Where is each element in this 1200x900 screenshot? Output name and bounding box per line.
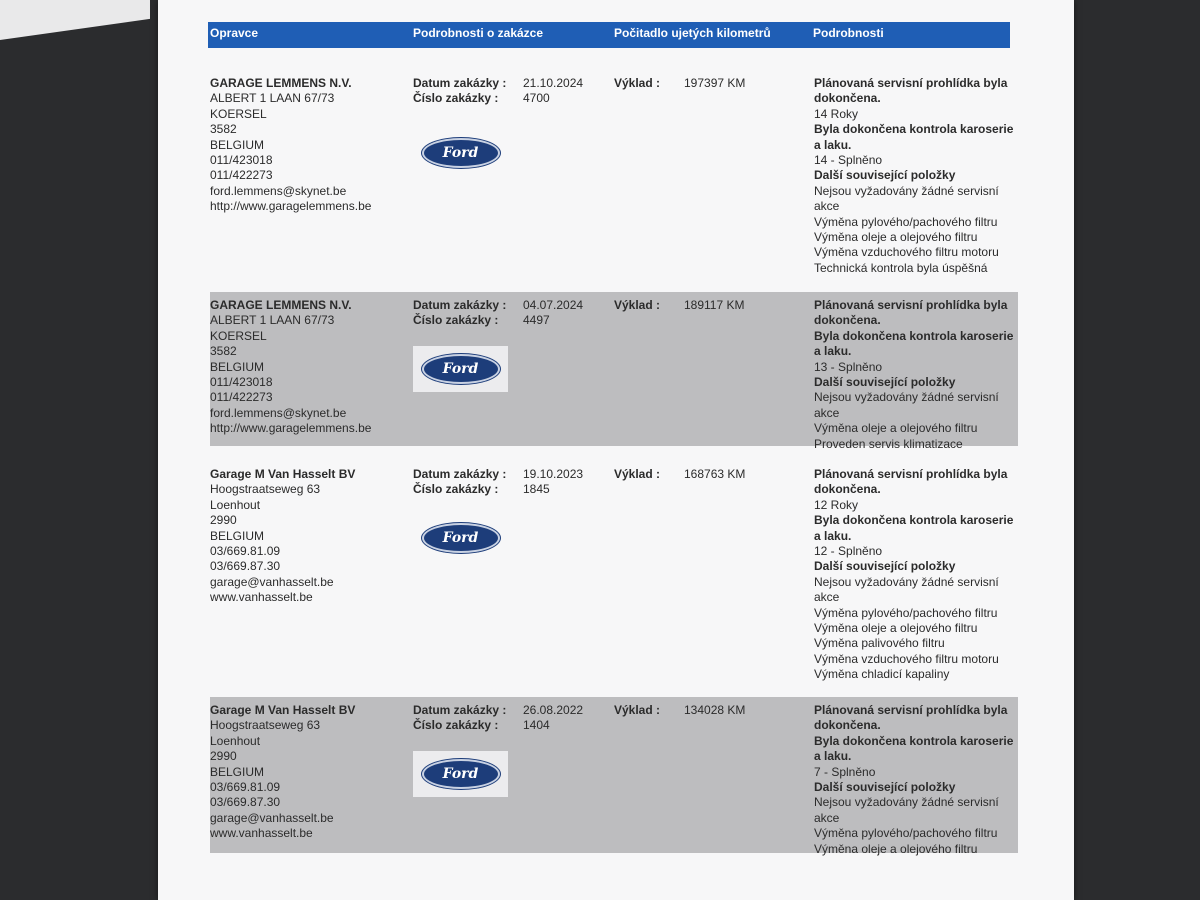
garage-detail-line: BELGIUM bbox=[210, 764, 265, 779]
ford-logo bbox=[413, 130, 508, 176]
garage-detail-line: Loenhout bbox=[210, 497, 261, 512]
detail-heading: Plánovaná servisní prohlídka byla dokončena. bbox=[814, 467, 1008, 497]
order-date-value: 21.10.2024 bbox=[523, 76, 584, 90]
detail-heading: Byla dokončena kontrola karoserie a laku. bbox=[814, 328, 1014, 359]
order-number-label: Číslo zakázky : bbox=[413, 91, 499, 106]
detail-line: Proveden servis klimatizace bbox=[814, 436, 963, 451]
garage-detail-line: 03/669.87.30 bbox=[210, 559, 281, 574]
repairer-info bbox=[210, 298, 405, 437]
ford-logo-oval: Ford bbox=[422, 523, 500, 553]
detail-heading: Další související položky bbox=[814, 780, 956, 795]
garage-detail-line: 011/423018 bbox=[210, 375, 273, 390]
detail-heading: Další související položky bbox=[814, 168, 956, 183]
garage-detail-line: 03/669.87.30 bbox=[210, 795, 281, 810]
order-number-value: 1845 bbox=[523, 482, 550, 497]
garage-detail-line: ALBERT 1 LAAN 67/73 bbox=[210, 313, 335, 328]
repairer-info bbox=[210, 76, 405, 215]
ford-logo-oval: Ford bbox=[422, 759, 500, 789]
garage-name: Garage M Van Hasselt BV bbox=[210, 703, 356, 717]
order-date-row bbox=[413, 467, 603, 482]
detail-heading: Další související položky bbox=[814, 559, 956, 574]
garage-detail-line: 011/422273 bbox=[210, 168, 273, 183]
garage-detail-line: 2990 bbox=[210, 749, 237, 764]
garage-detail-line: 3582 bbox=[210, 344, 237, 359]
odometer-value: 168763 KM bbox=[684, 467, 746, 481]
order-info bbox=[413, 76, 603, 107]
order-date-value: 04.07.2024 bbox=[523, 298, 584, 312]
order-number-row bbox=[413, 313, 603, 328]
detail-heading: Plánovaná servisní prohlídka byla dokončena. bbox=[814, 76, 1008, 106]
garage-detail-line: 03/669.81.09 bbox=[210, 544, 281, 559]
service-record bbox=[210, 292, 1018, 451]
odometer-value: 189117 KM bbox=[684, 298, 745, 312]
garage-detail-line: www.vanhasselt.be bbox=[210, 826, 313, 841]
ford-logo bbox=[413, 346, 508, 392]
odometer-row bbox=[614, 703, 809, 718]
odometer-row bbox=[614, 298, 809, 313]
garage-detail-line: Loenhout bbox=[210, 733, 261, 748]
detail-line: Výměna pylového/pachového filtru bbox=[814, 826, 998, 841]
ford-logo bbox=[413, 751, 508, 797]
order-number-label: Číslo zakázky : bbox=[413, 718, 499, 733]
detail-line: Výměna oleje a olejového filtru bbox=[814, 621, 978, 636]
detail-line: Technická kontrola byla úspěšná bbox=[814, 260, 988, 275]
odometer-info bbox=[614, 467, 809, 482]
garage-detail-line: ford.lemmens@skynet.be bbox=[210, 183, 347, 198]
garage-detail-line: ALBERT 1 LAAN 67/73 bbox=[210, 91, 335, 106]
odometer-label: Výklad : bbox=[614, 298, 661, 312]
order-date-label: Datum zakázky : bbox=[413, 298, 507, 312]
garage-name: Garage M Van Hasselt BV bbox=[210, 467, 356, 481]
detail-line: Nejsou vyžadovány žádné servisní akce bbox=[814, 574, 999, 605]
repairer-info bbox=[210, 467, 405, 606]
garage-detail-line: Hoogstraatseweg 63 bbox=[210, 482, 321, 497]
order-number-label: Číslo zakázky : bbox=[413, 313, 499, 328]
odometer-info bbox=[614, 298, 809, 313]
order-info bbox=[413, 703, 603, 734]
garage-detail-line: 3582 bbox=[210, 122, 237, 137]
detail-line: Výměna oleje a olejového filtru bbox=[814, 841, 978, 856]
service-details bbox=[814, 467, 1018, 683]
odometer-row bbox=[614, 467, 809, 482]
order-date-row bbox=[413, 76, 603, 91]
detail-heading: Byla dokončena kontrola karoserie a laku. bbox=[814, 122, 1014, 152]
service-record bbox=[210, 70, 1018, 282]
garage-detail-line: 011/423018 bbox=[210, 153, 273, 168]
detail-line: 14 - Splněno bbox=[814, 153, 883, 168]
garage-detail-line: http://www.garagelemmens.be bbox=[210, 421, 372, 436]
detail-line: Výměna pylového/pachového filtru bbox=[814, 214, 998, 229]
order-number-row bbox=[413, 718, 603, 733]
detail-line: Výměna vzduchového filtru motoru bbox=[814, 651, 999, 666]
detail-line: Výměna chladicí kapaliny bbox=[814, 667, 950, 682]
order-date-label: Datum zakázky : bbox=[413, 703, 507, 717]
service-history-sheet bbox=[158, 0, 1074, 900]
order-number-value: 4497 bbox=[523, 313, 550, 328]
order-number-row bbox=[413, 91, 603, 106]
ford-logo-oval: Ford bbox=[422, 138, 500, 168]
garage-detail-line: ford.lemmens@skynet.be bbox=[210, 405, 347, 420]
order-number-value: 4700 bbox=[523, 91, 550, 106]
garage-name: GARAGE LEMMENS N.V. bbox=[210, 298, 352, 312]
garage-detail-line: 011/422273 bbox=[210, 390, 273, 405]
garage-detail-line: BELGIUM bbox=[210, 359, 265, 374]
detail-line: 12 - Splněno bbox=[814, 544, 883, 559]
order-number-value: 1404 bbox=[523, 718, 550, 733]
detail-heading: Byla dokončena kontrola karoserie a laku. bbox=[814, 733, 1014, 764]
detail-line: Výměna pylového/pachového filtru bbox=[814, 605, 998, 620]
background-paper-corner bbox=[0, 0, 150, 40]
detail-line: Nejsou vyžadovány žádné servisní akce bbox=[814, 390, 999, 420]
order-date-label: Datum zakázky : bbox=[413, 76, 507, 90]
garage-detail-line: 03/669.81.09 bbox=[210, 780, 281, 795]
detail-line: 7 - Splněno bbox=[814, 764, 876, 779]
service-details bbox=[814, 76, 1018, 276]
detail-heading: Plánovaná servisní prohlídka byla dokončena. bbox=[814, 703, 1008, 733]
garage-detail-line: Hoogstraatseweg 63 bbox=[210, 718, 321, 733]
odometer-info bbox=[614, 76, 809, 91]
order-number-row bbox=[413, 482, 603, 497]
order-date-row bbox=[413, 703, 603, 718]
order-date-label: Datum zakázky : bbox=[413, 467, 507, 481]
odometer-row bbox=[614, 76, 809, 91]
order-date-value: 26.08.2022 bbox=[523, 703, 584, 717]
detail-line: Nejsou vyžadovány žádné servisní akce bbox=[814, 795, 999, 825]
service-record bbox=[210, 461, 1018, 687]
detail-heading: Další související položky bbox=[814, 375, 956, 390]
garage-detail-line: 2990 bbox=[210, 513, 237, 528]
odometer-label: Výklad : bbox=[614, 76, 661, 90]
garage-detail-line: KOERSEL bbox=[210, 106, 267, 121]
garage-detail-line: KOERSEL bbox=[210, 328, 267, 343]
garage-detail-line: garage@vanhasselt.be bbox=[210, 574, 334, 589]
detail-line: Výměna palivového filtru bbox=[814, 636, 945, 651]
service-details bbox=[814, 298, 1018, 452]
detail-line: Nejsou vyžadovány žádné servisní akce bbox=[814, 183, 999, 214]
odometer-value: 134028 KM bbox=[684, 703, 746, 717]
order-info bbox=[413, 298, 603, 329]
odometer-value: 197397 KM bbox=[684, 76, 746, 90]
detail-heading: Plánovaná servisní prohlídka byla dokončena. bbox=[814, 298, 1008, 328]
detail-line: 14 Roky bbox=[814, 106, 859, 121]
header-repairer: Opravce bbox=[210, 26, 259, 40]
detail-line: Výměna oleje a olejového filtru bbox=[814, 421, 978, 436]
detail-heading: Byla dokončena kontrola karoserie a laku. bbox=[814, 513, 1014, 543]
order-info bbox=[413, 467, 603, 498]
odometer-label: Výklad : bbox=[614, 467, 661, 481]
order-number-label: Číslo zakázky : bbox=[413, 482, 499, 497]
detail-line: 13 - Splněno bbox=[814, 359, 883, 374]
odometer-info bbox=[614, 703, 809, 718]
detail-line: 12 Roky bbox=[814, 497, 859, 512]
header-details: Podrobnosti bbox=[813, 26, 884, 40]
repairer-info bbox=[210, 703, 405, 842]
garage-detail-line: BELGIUM bbox=[210, 528, 265, 543]
table-header bbox=[208, 22, 1010, 48]
service-details bbox=[814, 703, 1018, 857]
garage-detail-line: garage@vanhasselt.be bbox=[210, 810, 334, 825]
garage-name: GARAGE LEMMENS N.V. bbox=[210, 76, 352, 90]
header-order-details: Podrobnosti o zakázce bbox=[413, 26, 544, 40]
odometer-label: Výklad : bbox=[614, 703, 661, 717]
order-date-value: 19.10.2023 bbox=[523, 467, 584, 481]
garage-detail-line: www.vanhasselt.be bbox=[210, 590, 313, 605]
detail-line: Výměna vzduchového filtru motoru bbox=[814, 245, 999, 260]
ford-logo bbox=[413, 515, 508, 561]
header-odometer: Počitadlo ujetých kilometrů bbox=[614, 26, 771, 40]
detail-line: Výměna oleje a olejového filtru bbox=[814, 230, 978, 245]
service-record bbox=[210, 697, 1018, 856]
garage-detail-line: http://www.garagelemmens.be bbox=[210, 199, 372, 214]
garage-detail-line: BELGIUM bbox=[210, 137, 265, 152]
ford-logo-oval: Ford bbox=[422, 354, 500, 384]
order-date-row bbox=[413, 298, 603, 313]
